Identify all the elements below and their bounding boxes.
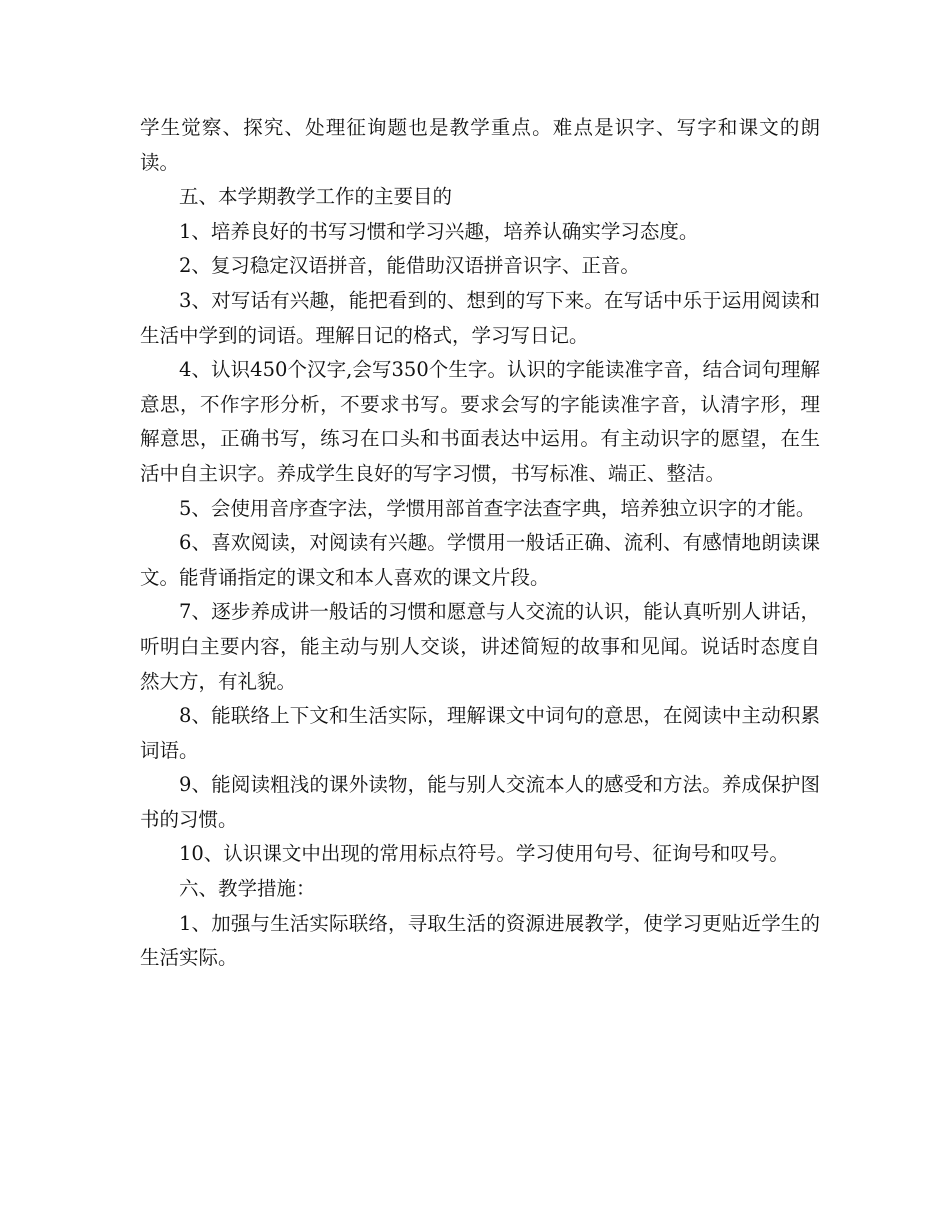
section-heading-5: 五、本学期教学工作的主要目的 <box>179 185 453 209</box>
goal-item-5: 5、会使用音序查字法，学惯用部首查字法查字典，培养独立识字的才能。 <box>179 496 816 520</box>
goal-item-3: 3、对写话有兴趣，能把看到的、想到的写下来。在写话中乐于运用阅读和生活中学到的词语。理解日记的格式，学习写日记。 <box>140 288 820 347</box>
paragraph-1: 学生觉察、探究、处理征询题也是教学重点。难点是识字、写字和课文的朗读。 <box>140 116 820 174</box>
measure-item-1: 1、加强与生活实际联络，寻取生活的资源进展教学，使学习更贴近学生的生活实际。 <box>140 911 820 970</box>
goal-item-4: 4、认识450个汉字,会写350个生字。认识的字能读准字音，结合词句理解意思，不作字形分析，不要求书写。要求会写的字能读准字音，认清字形，理解意思，正确书写，练习在口头和书面表达中运用。有主动识字的愿望，在生活中自主识字。养成学生良好的写字习惯，书写标准、端正、整洁。 <box>140 358 820 485</box>
goal-item-7: 7、逐步养成讲一般话的习惯和愿意与人交流的认识，能认真听别人讲话，听明白主要内容，能主动与别人交谈，讲述简短的故事和见闻。说话时态度自然大方，有礼貌。 <box>140 600 820 693</box>
document-body <box>140 111 820 976</box>
goal-item-8: 8、能联络上下文和生活实际，理解课文中词句的意思，在阅读中主动积累词语。 <box>140 704 820 762</box>
goal-item-6: 6、喜欢阅读，对阅读有兴趣。学惯用一般话正确、流利、有感情地朗读课文。能背诵指定的课文和本人喜欢的课文片段。 <box>140 531 820 589</box>
section-heading-6: 六、教学措施： <box>179 877 316 901</box>
goal-item-9: 9、能阅读粗浅的课外读物，能与别人交流本人的感受和方法。养成保护图书的习惯。 <box>140 773 820 831</box>
goal-item-1: 1、培养良好的书写习惯和学习兴趣，培养认确实学习态度。 <box>179 219 699 243</box>
goal-item-10: 10、认识课文中出现的常用标点符号。学习使用句号、征询号和叹号。 <box>179 842 789 866</box>
goal-item-2: 2、复习稳定汉语拼音，能借助汉语拼音识字、正音。 <box>179 254 640 278</box>
